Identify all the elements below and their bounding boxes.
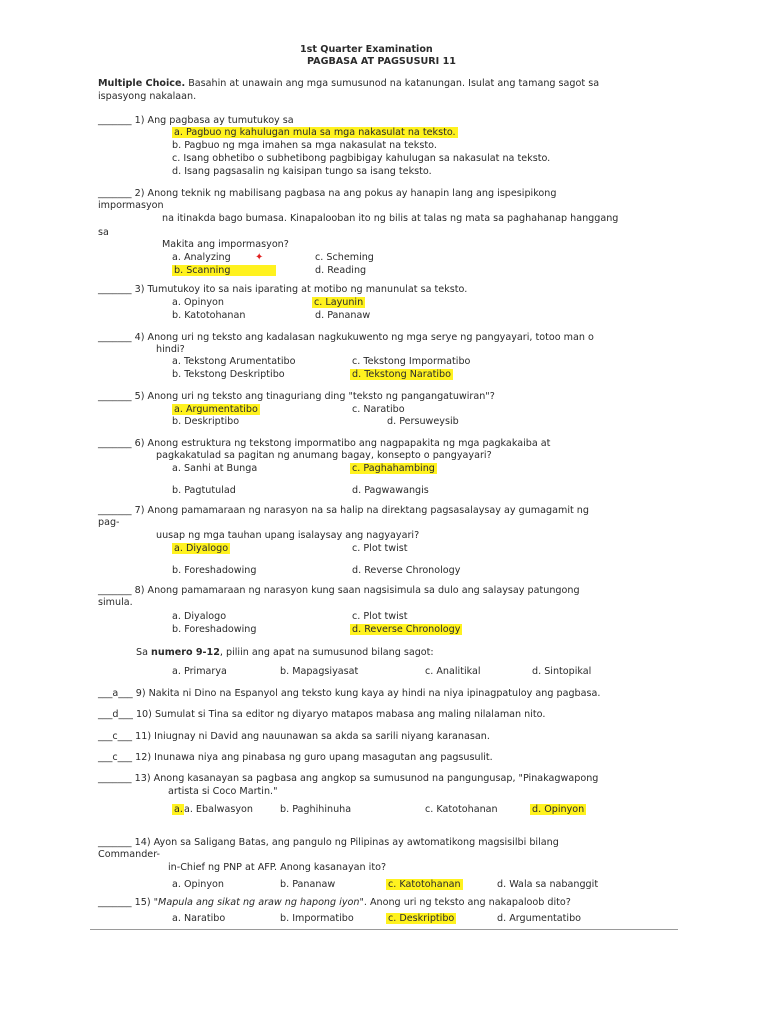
question-7-line-2: pag- [98, 517, 120, 528]
question-6-choice-d: d. Pagwawangis [352, 485, 429, 496]
correct-answer-highlight: d. Reverse Chronology [352, 624, 461, 635]
instructions-line-2: ispasyong nakalaan. [98, 91, 197, 102]
question-4-choice-d [350, 369, 453, 381]
question-10-answer: ___d___ [98, 709, 133, 720]
question-5: _______ 5) Anong uri ng teksto ang tinaguriang ding "teksto ng pangangatuwiran"? [98, 391, 495, 402]
question-14-line-3: in-Chief ng PNP at AFP. Anong kasanayan ito? [168, 862, 387, 873]
question-4-choice-b: b. Tekstong Deskriptibo [172, 369, 285, 380]
question-14-choice-a: a. Opinyon [172, 879, 224, 890]
question-13-choice-a-text: a. Ebalwasyon [183, 804, 253, 815]
correct-answer-highlight: c. Katotohanan [388, 879, 461, 890]
question-5-choice-d: d. Persuweysib [387, 416, 459, 427]
question-7-choice-c: c. Plot twist [352, 543, 408, 554]
question-11-text: 11) Iniugnay ni David ang nauunawan sa akda sa sarili niyang karanasan. [135, 731, 490, 742]
correct-answer-highlight: c. Layunin [314, 297, 364, 308]
question-13-choice-b: b. Paghihinuha [280, 804, 352, 815]
question-2-line-3: na itinakda bago bumasa. Kinapalooban ito ng bilis at talas ng mata sa paghahanap hanggang [162, 213, 619, 224]
question-2-choice-a: a. Analyzing [172, 252, 231, 263]
question-7-choice-b: b. Foreshadowing [172, 565, 257, 576]
question-2-line-1: _______ 2) Anong teknik ng mabilisang pagbasa na ang pokus ay hanapin lang ang ispesipikong [98, 188, 557, 199]
question-1-choice-c: c. Isang obhetibo o subhetibong pagbibigay kahulugan sa nakasulat na teksto. [172, 153, 551, 164]
section-2-choice-d: d. Sintopikal [532, 666, 592, 677]
question-13-choice-d [530, 804, 586, 816]
correct-answer-highlight: c. Deskriptibo [388, 913, 455, 924]
instructions-text: Basahin at unawain ang mga sumusunod na katanungan. Isulat ang tamang sagot sa [188, 78, 600, 89]
question-13-choice-a [172, 804, 253, 816]
question-3: _______ 3) Tumutukoy ito sa nais iparating at motibo ng manunulat sa teksto. [98, 284, 468, 295]
question-1-choice-b: b. Pagbuo ng mga imahen sa mga nakasulat na teksto. [172, 140, 437, 151]
correct-answer-highlight: a. Diyalogo [174, 543, 229, 554]
question-6-line-2: pagkakatulad sa pagitan ng anumang bagay, konsepto o pangyayari? [156, 450, 492, 461]
red-mark-icon: ✦ [255, 252, 264, 263]
question-15-suffix: ". Anong uri ng teksto ang nakapaloob dito? [359, 897, 571, 908]
question-9-text: 9) Nakita ni Dino na Espanyol ang teksto kung kaya ay hindi na niya ipinagpatuloy ang pagbasa. [135, 688, 601, 699]
question-10 [98, 709, 545, 721]
question-7-line-3: uusap ng mga tauhan upang isalaysay ang nagyayari? [156, 530, 420, 541]
question-14-choice-d: d. Wala sa nabanggit [497, 879, 599, 890]
question-8-choice-d [350, 624, 462, 636]
question-13-line-2: artista si Coco Martin." [168, 786, 278, 797]
correct-answer-highlight: a. [174, 804, 183, 815]
question-15-quote: Mapula ang sikat ng araw ng hapong iyon [158, 897, 360, 908]
question-8-line-1: _______ 8) Anong pamamaraan ng narasyon kung saan nagsisimula sa dulo ang salaysay patungong [98, 585, 580, 596]
section-2-choice-b: b. Mapagsiyasat [280, 666, 359, 677]
question-2-choice-c: c. Scheming [315, 252, 374, 263]
question-1: _______ 1) Ang pagbasa ay tumutukoy sa [98, 115, 294, 126]
page-title: PAGBASA AT PAGSUSURI 11 [307, 56, 456, 67]
question-11 [98, 731, 490, 743]
question-7-line-1: _______ 7) Anong pamamaraan ng narasyon na sa halip na direktang pagsasalaysay ay gumagamit ng [98, 505, 589, 516]
question-3-choice-a: a. Opinyon [172, 297, 224, 308]
question-1-choice-d: d. Isang pagsasalin ng kaisipan tungo sa isang teksto. [172, 166, 432, 177]
question-15-choice-c [386, 913, 456, 925]
question-15-choice-d: d. Argumentatibo [497, 913, 582, 924]
section-2-instructions [136, 647, 434, 659]
question-13-choice-c: c. Katotohanan [425, 804, 498, 815]
question-2-line-2: impormasyon [98, 200, 164, 211]
question-4-line-1: _______ 4) Anong uri ng teksto ang kadalasan nagkukuwento ng mga serye ng pangyayari, totoo man o [98, 332, 594, 343]
question-7-choice-d: d. Reverse Chronology [352, 565, 461, 576]
question-2-choice-d: d. Reading [315, 265, 367, 276]
question-15-prefix: _______ 15) " [98, 897, 159, 908]
question-3-choice-b: b. Katotohanan [172, 310, 246, 321]
section-2-range: numero 9-12 [151, 647, 220, 658]
question-12 [98, 752, 493, 764]
section-2-choice-c: c. Analitikal [425, 666, 481, 677]
question-11-answer: ___c___ [98, 731, 133, 742]
question-14-line-2: Commander- [98, 849, 161, 860]
question-8-choice-b: b. Foreshadowing [172, 624, 257, 635]
question-2-choice-b [172, 265, 276, 277]
question-10-text: 10) Sumulat si Tina sa editor ng diyaryo matapos mabasa ang maling nilalaman nito. [135, 709, 546, 720]
question-6-choice-c [350, 463, 437, 475]
section-2-text: , piliin ang apat na sumusunod bilang sagot: [219, 647, 434, 658]
correct-answer-highlight: a. Argumentatibo [174, 404, 258, 415]
section-2-prefix: Sa [136, 647, 148, 658]
question-4-choice-a: a. Tekstong Arumentatibo [172, 356, 296, 367]
question-9-answer: ___a___ [98, 688, 133, 699]
question-15-choice-b: b. Impormatibo [280, 913, 354, 924]
question-1-choice-a [172, 127, 458, 139]
question-6-choice-b: b. Pagtutulad [172, 485, 236, 496]
section-2-choice-a: a. Primarya [172, 666, 227, 677]
question-3-choice-c [312, 297, 365, 309]
instructions-line-1 [98, 78, 599, 90]
question-12-answer: ___c___ [98, 752, 133, 763]
correct-answer-highlight: d. Opinyon [532, 804, 585, 815]
quarter-label: 1st Quarter Examination [300, 44, 433, 55]
question-8-choice-a: a. Diyalogo [172, 611, 227, 622]
question-9 [98, 688, 600, 700]
correct-answer-highlight: d. Tekstong Naratibo [352, 369, 451, 380]
question-2-line-5: Makita ang impormasyon? [162, 239, 289, 250]
question-15-choice-a: a. Naratibo [172, 913, 226, 924]
question-3-choice-d: d. Pananaw [315, 310, 371, 321]
question-14-line-1: _______ 14) Ayon sa Saligang Batas, ang pangulo ng Pilipinas ay awtomatikong magsisilbi bilang [98, 837, 559, 848]
question-8-line-2: simula. [98, 597, 133, 608]
question-6-choice-a: a. Sanhi at Bunga [172, 463, 258, 474]
footer-divider [90, 929, 678, 930]
correct-answer-highlight: a. Pagbuo ng kahulugan mula sa mga nakasulat na teksto. [174, 127, 456, 138]
question-5-choice-b: b. Deskriptibo [172, 416, 240, 427]
question-14-choice-c [386, 879, 463, 891]
question-2-line-4: sa [98, 227, 109, 238]
question-7-choice-a [172, 543, 230, 555]
question-4-line-2: hindi? [156, 344, 185, 355]
question-12-text: 12) Inunawa niya ang pinabasa ng guro upang masagutan ang pagsusulit. [135, 752, 493, 763]
question-5-choice-c: c. Naratibo [352, 404, 405, 415]
question-6-line-1: _______ 6) Anong estruktura ng tekstong impormatibo ang nagpapakita ng mga pagkakaiba at [98, 438, 551, 449]
correct-answer-highlight: c. Paghahambing [352, 463, 435, 474]
question-8-choice-c: c. Plot twist [352, 611, 408, 622]
question-13-line-1: _______ 13) Anong kasanayan sa pagbasa ang angkop sa sumusunod na pangungusap, "Pinakagwapong [98, 773, 599, 784]
question-5-choice-a [172, 404, 260, 416]
question-14-choice-b: b. Pananaw [280, 879, 336, 890]
question-15 [98, 897, 571, 909]
instructions-label: Multiple Choice. [98, 78, 186, 89]
correct-answer-highlight: b. Scanning [172, 265, 276, 276]
question-4-choice-c: c. Tekstong Impormatibo [352, 356, 471, 367]
